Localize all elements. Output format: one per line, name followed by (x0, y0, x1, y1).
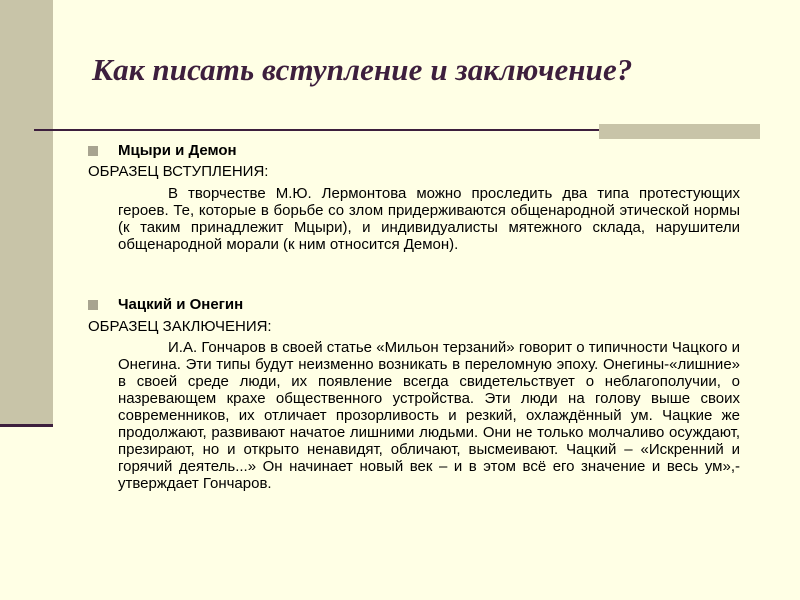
square-bullet-icon (88, 146, 98, 156)
title-divider-line (34, 129, 599, 131)
sample-label: ОБРАЗЕЦ ЗАКЛЮЧЕНИЯ: (88, 318, 272, 335)
sample-paragraph: И.А. Гончаров в своей статье «Мильон терзаний» говорит о типичности Чацкого и Онегина. Эти типы будут неизменно возникать в переломную эпоху. Онегины-«лишние» в своей среде люди, их появление всегда свидетельствует о неблагополучии, о назревающем крахе общественного устройства. Эти люди на голову выше своих современников, их отличает прозорливость и резкий, охлаждённый ум. Чацкие же продолжают, развивают начатое лишними людьми. Они не только молчаливо осуждают, презирают, но и открыто ненавидят, обличают, высмеивают. Чацкий – «Искренний и горячий деятель...» Он начинает новый век – и в этом всё его значение и весь ум»,-утверждает Гончаров. (118, 339, 740, 492)
left-accent-bar (0, 0, 53, 424)
left-accent-underline (0, 424, 53, 427)
bullet-heading: Мцыри и Демон (118, 142, 237, 159)
sample-paragraph: В творчестве М.Ю. Лермонтова можно проследить два типа протестующих героев. Те, которые в борьбе со злом придерживаются общенародной этической нормы (к таким принадлежит Мцыри), и индивидуалисты мятежного склада, нарушители общенародной морали (к ним относится Демон). (118, 185, 740, 253)
bullet-heading: Чацкий и Онегин (118, 296, 244, 313)
slide-title: Как писать вступление и заключение? (92, 52, 633, 87)
square-bullet-icon (88, 300, 98, 310)
sample-label: ОБРАЗЕЦ ВСТУПЛЕНИЯ: (88, 163, 269, 180)
title-divider-block (599, 124, 760, 139)
